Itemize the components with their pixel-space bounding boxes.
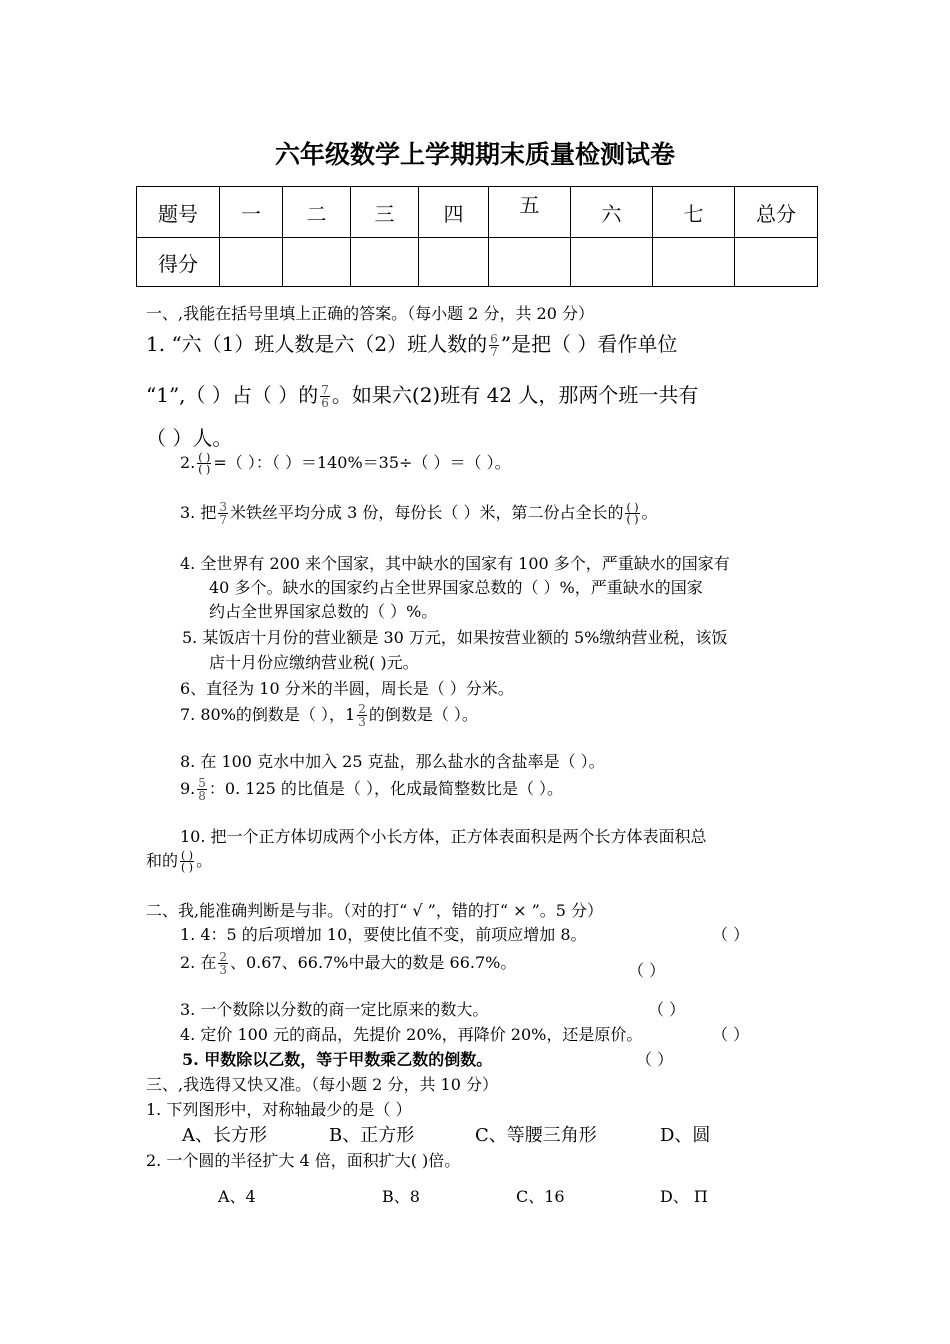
choice-1-option-b[interactable]: B、正方形 (329, 1125, 415, 1146)
judge-3: 3. 一个数除以分数的商一定比原来的数大。 (180, 1000, 489, 1019)
question-10-line1: 10. 把一个正方体切成两个小长方体，正方体表面积是两个长方体表面积总 (180, 827, 707, 846)
judge-2-answer[interactable]: （ ） (628, 961, 666, 980)
fraction-blank[interactable]: $\frac{( )}{( )}$ (198, 451, 211, 476)
section1-heading: 一、,我能在括号里填上正确的答案。（每小题 2 分，共 20 分） (146, 304, 594, 323)
question-1-line1: 1. “六（1）班人数是六（2）班人数的 $\frac{6}{7}$ ”是把（ ）看作单位 (146, 332, 678, 359)
header-cell: 六 (571, 187, 653, 238)
judge-4: 4. 定价 100 元的商品，先提价 20%，再降价 20%，还是原价。 (180, 1025, 643, 1044)
fraction: $\frac{2}{3}$ (358, 702, 366, 729)
header-cell: 总分 (735, 187, 818, 238)
page-title: 六年级数学上学期期末质量检测试卷 (274, 140, 675, 169)
question-3: 3. 把 $\frac{3}{7}$ 米铁丝平均分成 3 份，每份长（ ）米，第二份占全长的 $\frac{( )}{( )}$ 。 (180, 500, 658, 527)
judge-1: 1. 4：5 的后项增加 10，要使比值不变，前项应增加 8。 (180, 925, 587, 944)
header-cell: 二 (283, 187, 351, 238)
question-4-line1: 4. 全世界有 200 来个国家，其中缺水的国家有 100 多个，严重缺水的国家有 (180, 554, 730, 573)
score-table-header-row (137, 187, 818, 238)
fraction: $\frac{3}{7}$ (219, 500, 227, 527)
choice-2-option-d[interactable]: D、 Π (660, 1187, 708, 1206)
score-cell[interactable] (419, 238, 489, 287)
fraction-blank[interactable]: $\frac{( )}{( )}$ (626, 501, 639, 526)
score-cell[interactable] (571, 238, 653, 287)
question-1-line2: “1”,（ ）占（ ）的 $\frac{7}{6}$ 。如果六(2)班有 42 人，那两个班一共有 (146, 383, 699, 410)
choice-2-option-b[interactable]: B、8 (382, 1187, 420, 1206)
fraction: $\frac{2}{3}$ (219, 950, 227, 977)
choice-1-option-d[interactable]: D、圆 (660, 1125, 711, 1146)
question-8: 8. 在 100 克水中加入 25 克盐，那么盐水的含盐率是（ ）。 (180, 752, 605, 771)
choice-2-option-a[interactable]: A、4 (218, 1187, 256, 1206)
score-cell[interactable] (283, 238, 351, 287)
header-cell: 四 (419, 187, 489, 238)
choice-2: 2. 一个圆的半径扩大 4 倍，面积扩大( )倍。 (146, 1151, 461, 1170)
score-cell[interactable] (220, 238, 283, 287)
section2-heading: 二、我,能准确判断是与非。（对的打“ √ ”，错的打“ × ”。5 分） (146, 901, 604, 920)
score-cell[interactable] (653, 238, 735, 287)
question-10-line2: 和的 $\frac{( )}{( )}$ 。 (146, 849, 213, 874)
choice-2-option-c[interactable]: C、16 (516, 1187, 565, 1206)
question-6: 6、直径为 10 分米的半圆，周长是（ ）分米。 (180, 679, 514, 698)
choice-1-option-c[interactable]: C、等腰三角形 (475, 1125, 597, 1146)
header-cell: 五 (489, 187, 571, 238)
choice-1-option-a[interactable]: A、长方形 (182, 1125, 267, 1146)
judge-1-answer[interactable]: （ ） (712, 925, 750, 944)
question-7: 7. 80%的倒数是（ ），1 $\frac{2}{3}$ 的倒数是（ ）。 (180, 702, 478, 729)
header-cell: 一 (220, 187, 283, 238)
choice-1: 1. 下列图形中，对称轴最少的是（ ） (146, 1100, 412, 1119)
row-label: 得分 (137, 238, 220, 287)
question-2: 2. $\frac{( )}{( )}$ =（ ）：（ ）＝140%＝35÷（ ）＝（ ）。 (180, 451, 511, 476)
question-9: 9. $\frac{5}{8}$ ：0. 125 的比值是（ ），化成最简整数比是（ ）。 (180, 776, 564, 803)
score-cell[interactable] (351, 238, 419, 287)
score-table (136, 186, 818, 287)
fraction: $\frac{7}{6}$ (321, 383, 329, 410)
score-cell[interactable] (735, 238, 818, 287)
judge-2: 2. 在 $\frac{2}{3}$ 、0.67、66.7%中最大的数是 66.7%。 (180, 950, 517, 977)
question-5-line1: 5. 某饭店十月份的营业额是 30 万元，如果按营业额的 5%缴纳营业税，该饭 (182, 628, 728, 647)
score-table-score-row (137, 238, 818, 287)
question-4-line3: 约占全世界国家总数的（ ）%。 (209, 602, 438, 621)
fraction: $\frac{6}{7}$ (490, 332, 498, 359)
question-4-line2: 40 多个。缺水的国家约占全世界国家总数的（ ）%，严重缺水的国家 (209, 578, 703, 597)
fraction-blank[interactable]: $\frac{( )}{( )}$ (181, 849, 194, 874)
header-cell: 题号 (137, 187, 220, 238)
judge-5-answer[interactable]: （ ） (636, 1050, 674, 1069)
score-cell[interactable] (489, 238, 571, 287)
question-1-line3: （ ）人。 (146, 426, 233, 450)
judge-4-answer[interactable]: （ ） (712, 1025, 750, 1044)
judge-3-answer[interactable]: （ ） (648, 1000, 686, 1019)
section3-heading: 三、,我选得又快又准。（每小题 2 分，共 10 分） (146, 1075, 498, 1094)
question-5-line2: 店十月份应缴纳营业税( )元。 (209, 653, 419, 672)
judge-5: 5. 甲数除以乙数，等于甲数乘乙数的倒数。 (182, 1050, 493, 1069)
header-cell: 三 (351, 187, 419, 238)
header-cell: 七 (653, 187, 735, 238)
fraction: $\frac{5}{8}$ (198, 776, 206, 803)
